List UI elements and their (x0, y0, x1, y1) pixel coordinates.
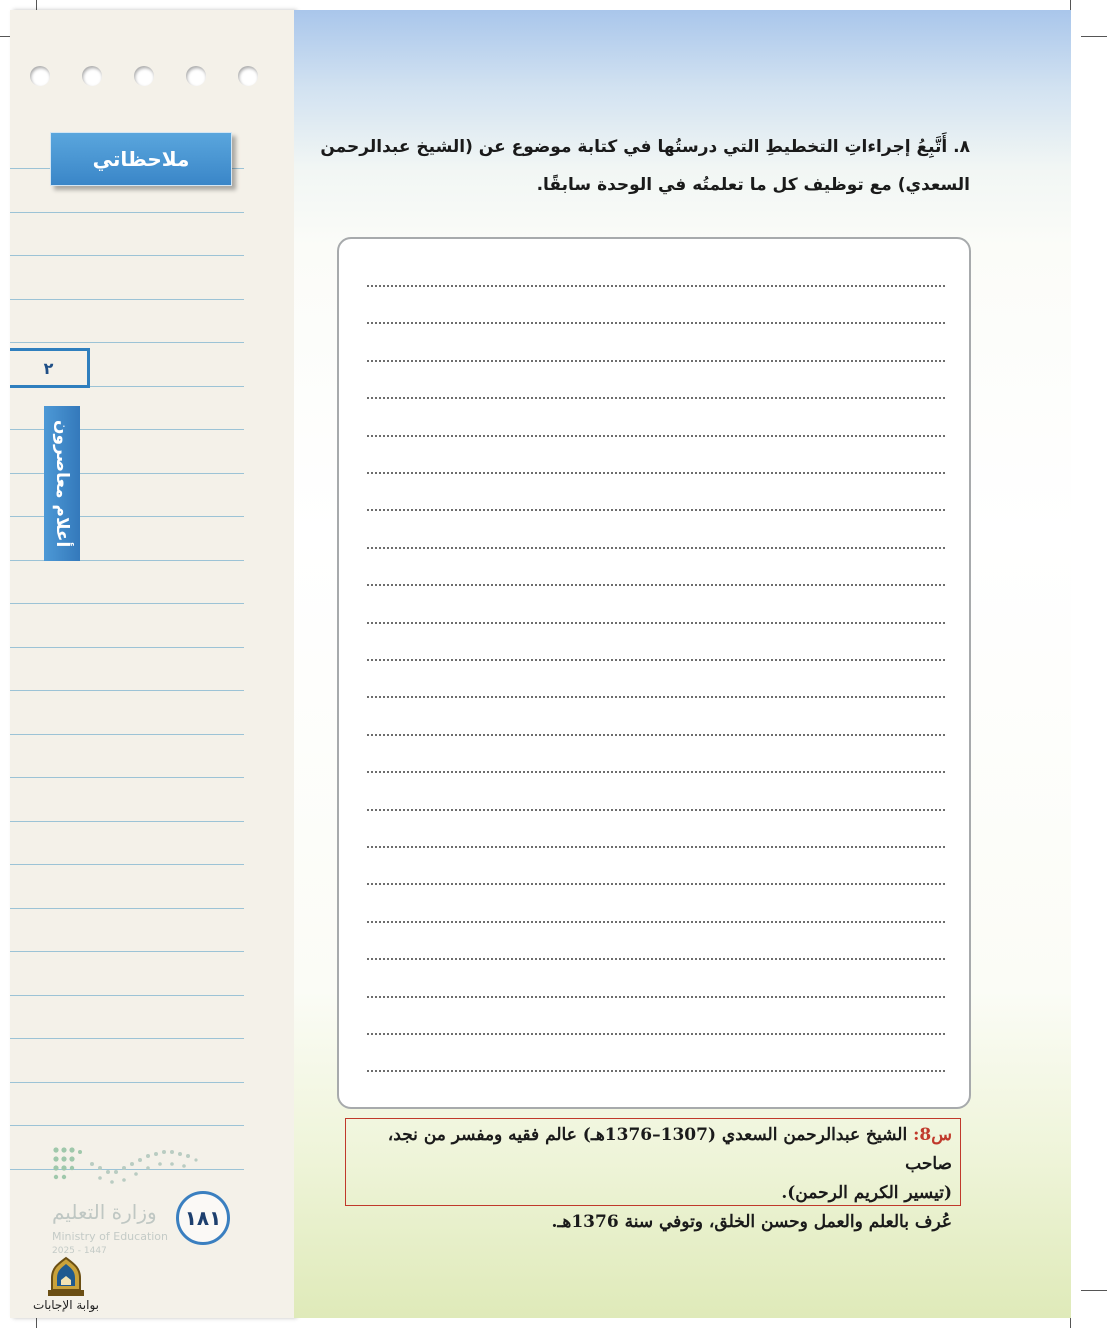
answer-dotted-line (367, 734, 945, 736)
unit-number: ٢ (43, 358, 54, 378)
answer-dotted-line (367, 696, 945, 698)
notes-rule-line (10, 821, 244, 822)
ministry-name-arabic: وزارة التعليم (52, 1200, 157, 1224)
notes-rule-line (10, 777, 244, 778)
answer-dotted-line (367, 846, 945, 848)
notes-rule-line (10, 1082, 244, 1083)
notes-panel (10, 10, 294, 1318)
answer-dotted-line (367, 584, 945, 586)
ministry-logo-icon (52, 1144, 198, 1194)
solution-label: س8: (913, 1125, 952, 1145)
question-8 (320, 128, 970, 204)
answer-dotted-line (367, 397, 945, 399)
notes-rule-line (10, 1038, 244, 1039)
binder-hole (30, 66, 50, 86)
answer-dotted-line (367, 435, 945, 437)
page-number: ١٨١ (176, 1191, 230, 1245)
answer-dotted-line (367, 883, 945, 885)
answer-dotted-line (367, 322, 945, 324)
binder-hole (134, 66, 154, 86)
answer-dotted-line (367, 958, 945, 960)
answer-dotted-line (367, 809, 945, 811)
notes-rule-line (10, 212, 244, 213)
notes-rule-line (10, 299, 244, 300)
answer-dotted-line (367, 285, 945, 287)
binder-hole (238, 66, 258, 86)
unit-number-box (10, 348, 90, 388)
answer-dotted-line (367, 921, 945, 923)
solution-line: عُرف بالعلم والعمل وحسن الخلق، وتوفي سنة 1376هـ. (551, 1212, 952, 1232)
ministry-year: 2025 - 1447 (52, 1246, 107, 1256)
answer-dotted-line (367, 472, 945, 474)
notes-rule-line (10, 690, 244, 691)
book-crest-icon (44, 1256, 88, 1298)
notes-rule-line (10, 951, 244, 952)
answer-writing-box[interactable] (337, 237, 971, 1109)
solution-text: الشيخ عبدالرحمن السعدي (1307–1376هـ) عالم فقيه ومفسر من نجد، صاحب (387, 1125, 952, 1174)
solution-box (345, 1118, 961, 1232)
notes-rule-line (10, 647, 244, 648)
answer-dotted-line (367, 1070, 945, 1072)
answer-dotted-line (367, 622, 945, 624)
site-name: بوابة الإجابات (32, 1298, 99, 1312)
answer-dotted-line (367, 1033, 945, 1035)
unit-name-tab (44, 406, 80, 561)
crop-mark (1081, 1290, 1107, 1291)
ministry-name-english: Ministry of Education (52, 1230, 169, 1243)
notes-title: ملاحظاتي (50, 132, 232, 186)
binder-hole (186, 66, 206, 86)
question-line: السعدي) مع توظيف كل ما تعلمتُه في الوحدة سابقًا. (536, 175, 970, 195)
question-line: ٨. أَتَّبِعُ إجراءاتِ التخطيطِ التي درستُها في كتابة موضوع عن (الشيخ عبدالرحمن (320, 137, 970, 157)
answer-dotted-line (367, 360, 945, 362)
notes-rule-line (10, 342, 244, 343)
notes-rule-line (10, 603, 244, 604)
binder-hole (82, 66, 102, 86)
answer-dotted-line (367, 659, 945, 661)
notes-rule-line (10, 255, 244, 256)
notes-rule-line (10, 864, 244, 865)
answer-dotted-line (367, 547, 945, 549)
notes-rule-line (10, 908, 244, 909)
unit-name: أعلام معاصرون (52, 419, 72, 548)
crop-mark (1081, 36, 1107, 37)
solution-line (354, 1121, 952, 1179)
solution-line: (تيسير الكريم الرحمن). (781, 1183, 952, 1203)
notes-rule-line (10, 1125, 244, 1126)
answer-dotted-line (367, 509, 945, 511)
answer-dotted-line (367, 996, 945, 998)
notes-rule-line (10, 734, 244, 735)
notes-rule-line (10, 995, 244, 996)
answer-dotted-line (367, 771, 945, 773)
